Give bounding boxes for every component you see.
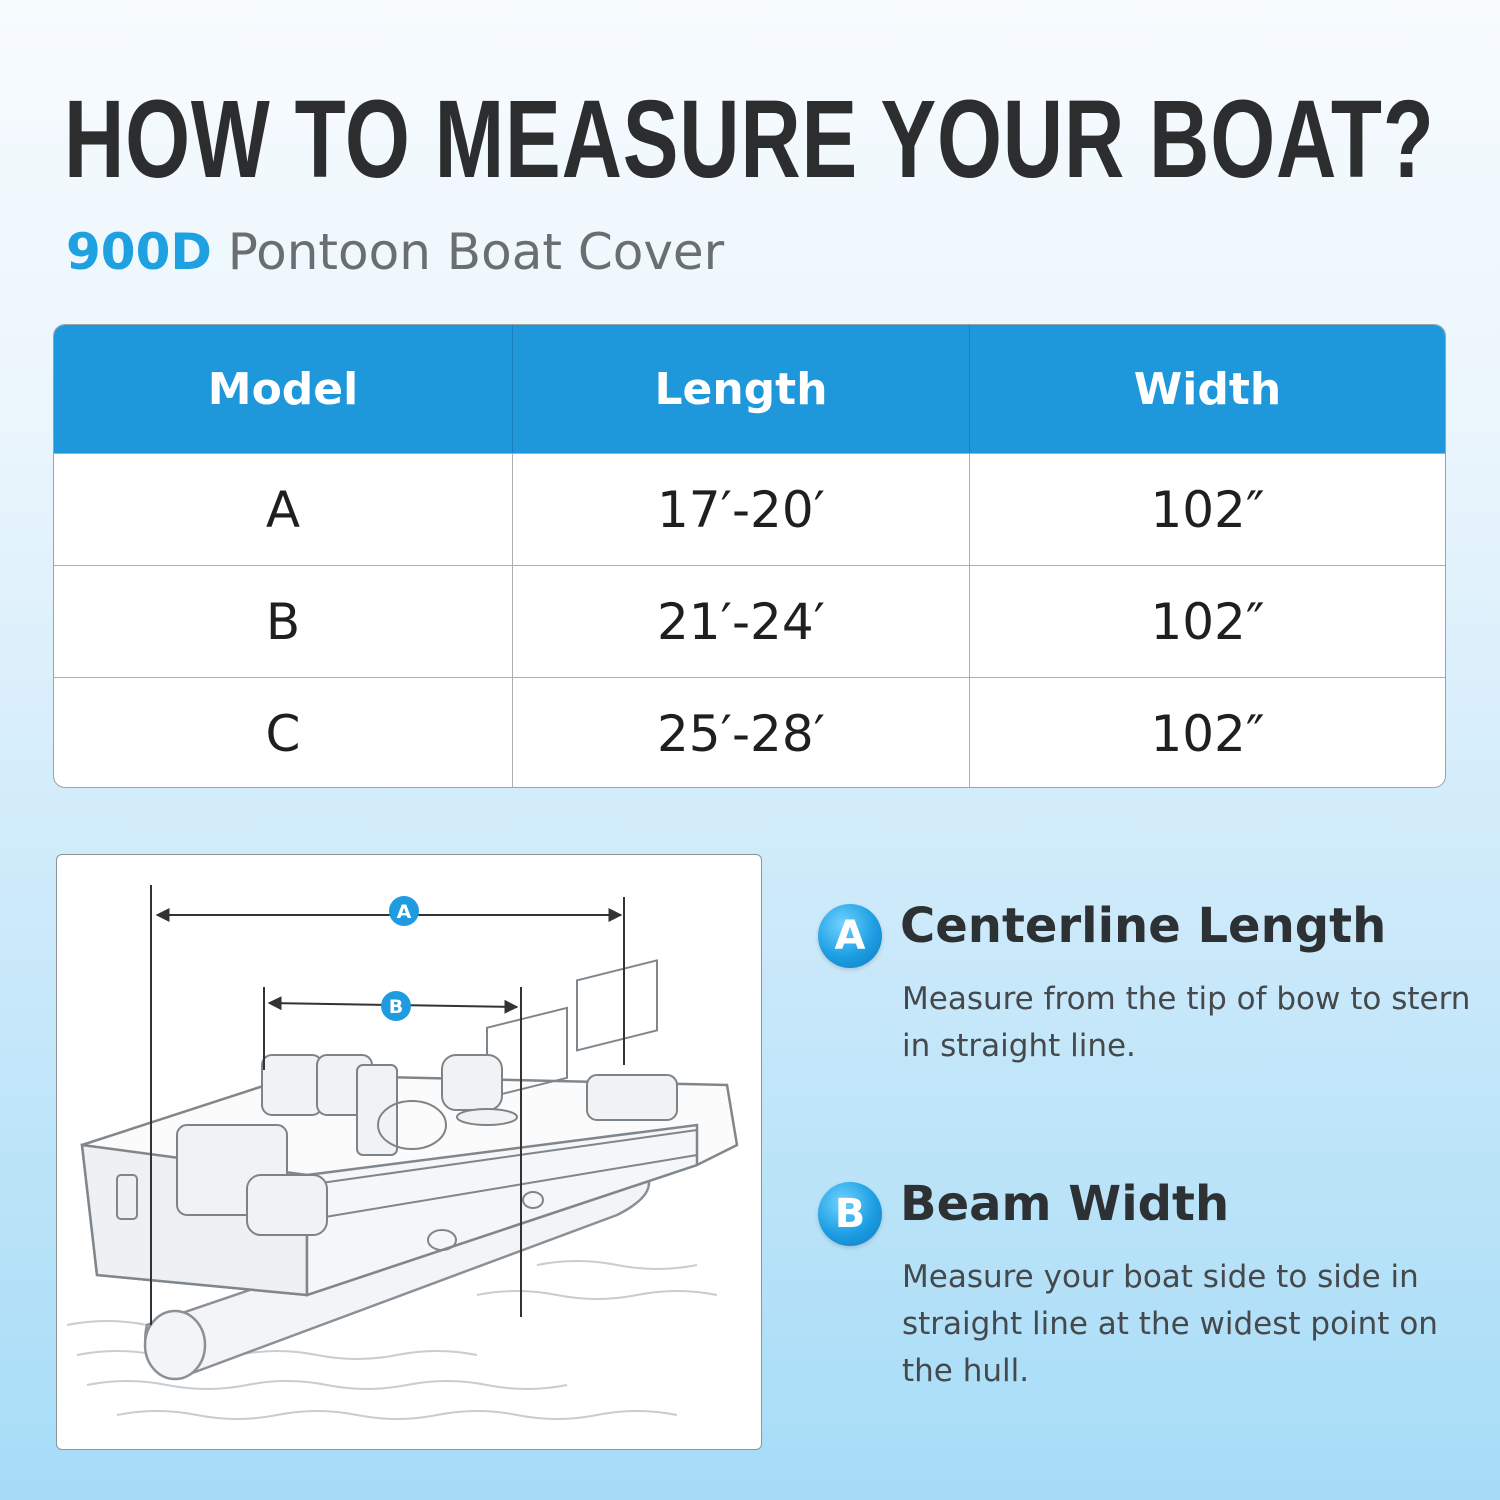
table-row — [54, 677, 1445, 788]
size-table — [53, 324, 1446, 788]
header-model: Model — [54, 325, 513, 453]
table-row — [54, 453, 1445, 565]
badge-b-icon: B — [818, 1182, 882, 1246]
cell-model: A — [54, 454, 513, 565]
cell-width: 102″ — [1150, 480, 1265, 539]
cell-model: B — [54, 566, 513, 677]
header-length: Length — [513, 325, 970, 453]
svg-text:A: A — [396, 901, 412, 923]
pontoon-boat-drawing — [57, 855, 761, 1449]
marker-a-icon — [389, 896, 419, 926]
header-width: Width — [1133, 363, 1282, 415]
cell-width: 102″ — [1150, 592, 1265, 651]
badge-a-icon: A — [818, 904, 882, 968]
subtitle — [66, 222, 724, 282]
cell-length: 25′-28′ — [513, 678, 970, 788]
beam-width-text: Measure your boat side to side in straight line at the widest point on the hull. — [902, 1259, 1438, 1389]
boat-illustration — [56, 854, 762, 1450]
subtitle-text: Pontoon Boat Cover — [227, 223, 725, 281]
cell-model: C — [54, 678, 513, 788]
cell-length: 17′-20′ — [513, 454, 970, 565]
beam-width-heading: Beam Width — [900, 1176, 1230, 1232]
subtitle-accent: 900D — [66, 223, 212, 281]
page-title: HOW TO MEASURE YOUR BOAT? — [64, 78, 1435, 201]
svg-text:B: B — [388, 996, 404, 1018]
marker-b-icon — [381, 991, 411, 1021]
cell-length: 21′-24′ — [513, 566, 970, 677]
table-row — [54, 565, 1445, 677]
centerline-length-text: Measure from the tip of bow to stern in straight line. — [902, 981, 1471, 1064]
centerline-length-heading: Centerline Length — [900, 898, 1387, 954]
cell-width: 102″ — [1150, 704, 1265, 763]
table-header — [54, 325, 1445, 453]
